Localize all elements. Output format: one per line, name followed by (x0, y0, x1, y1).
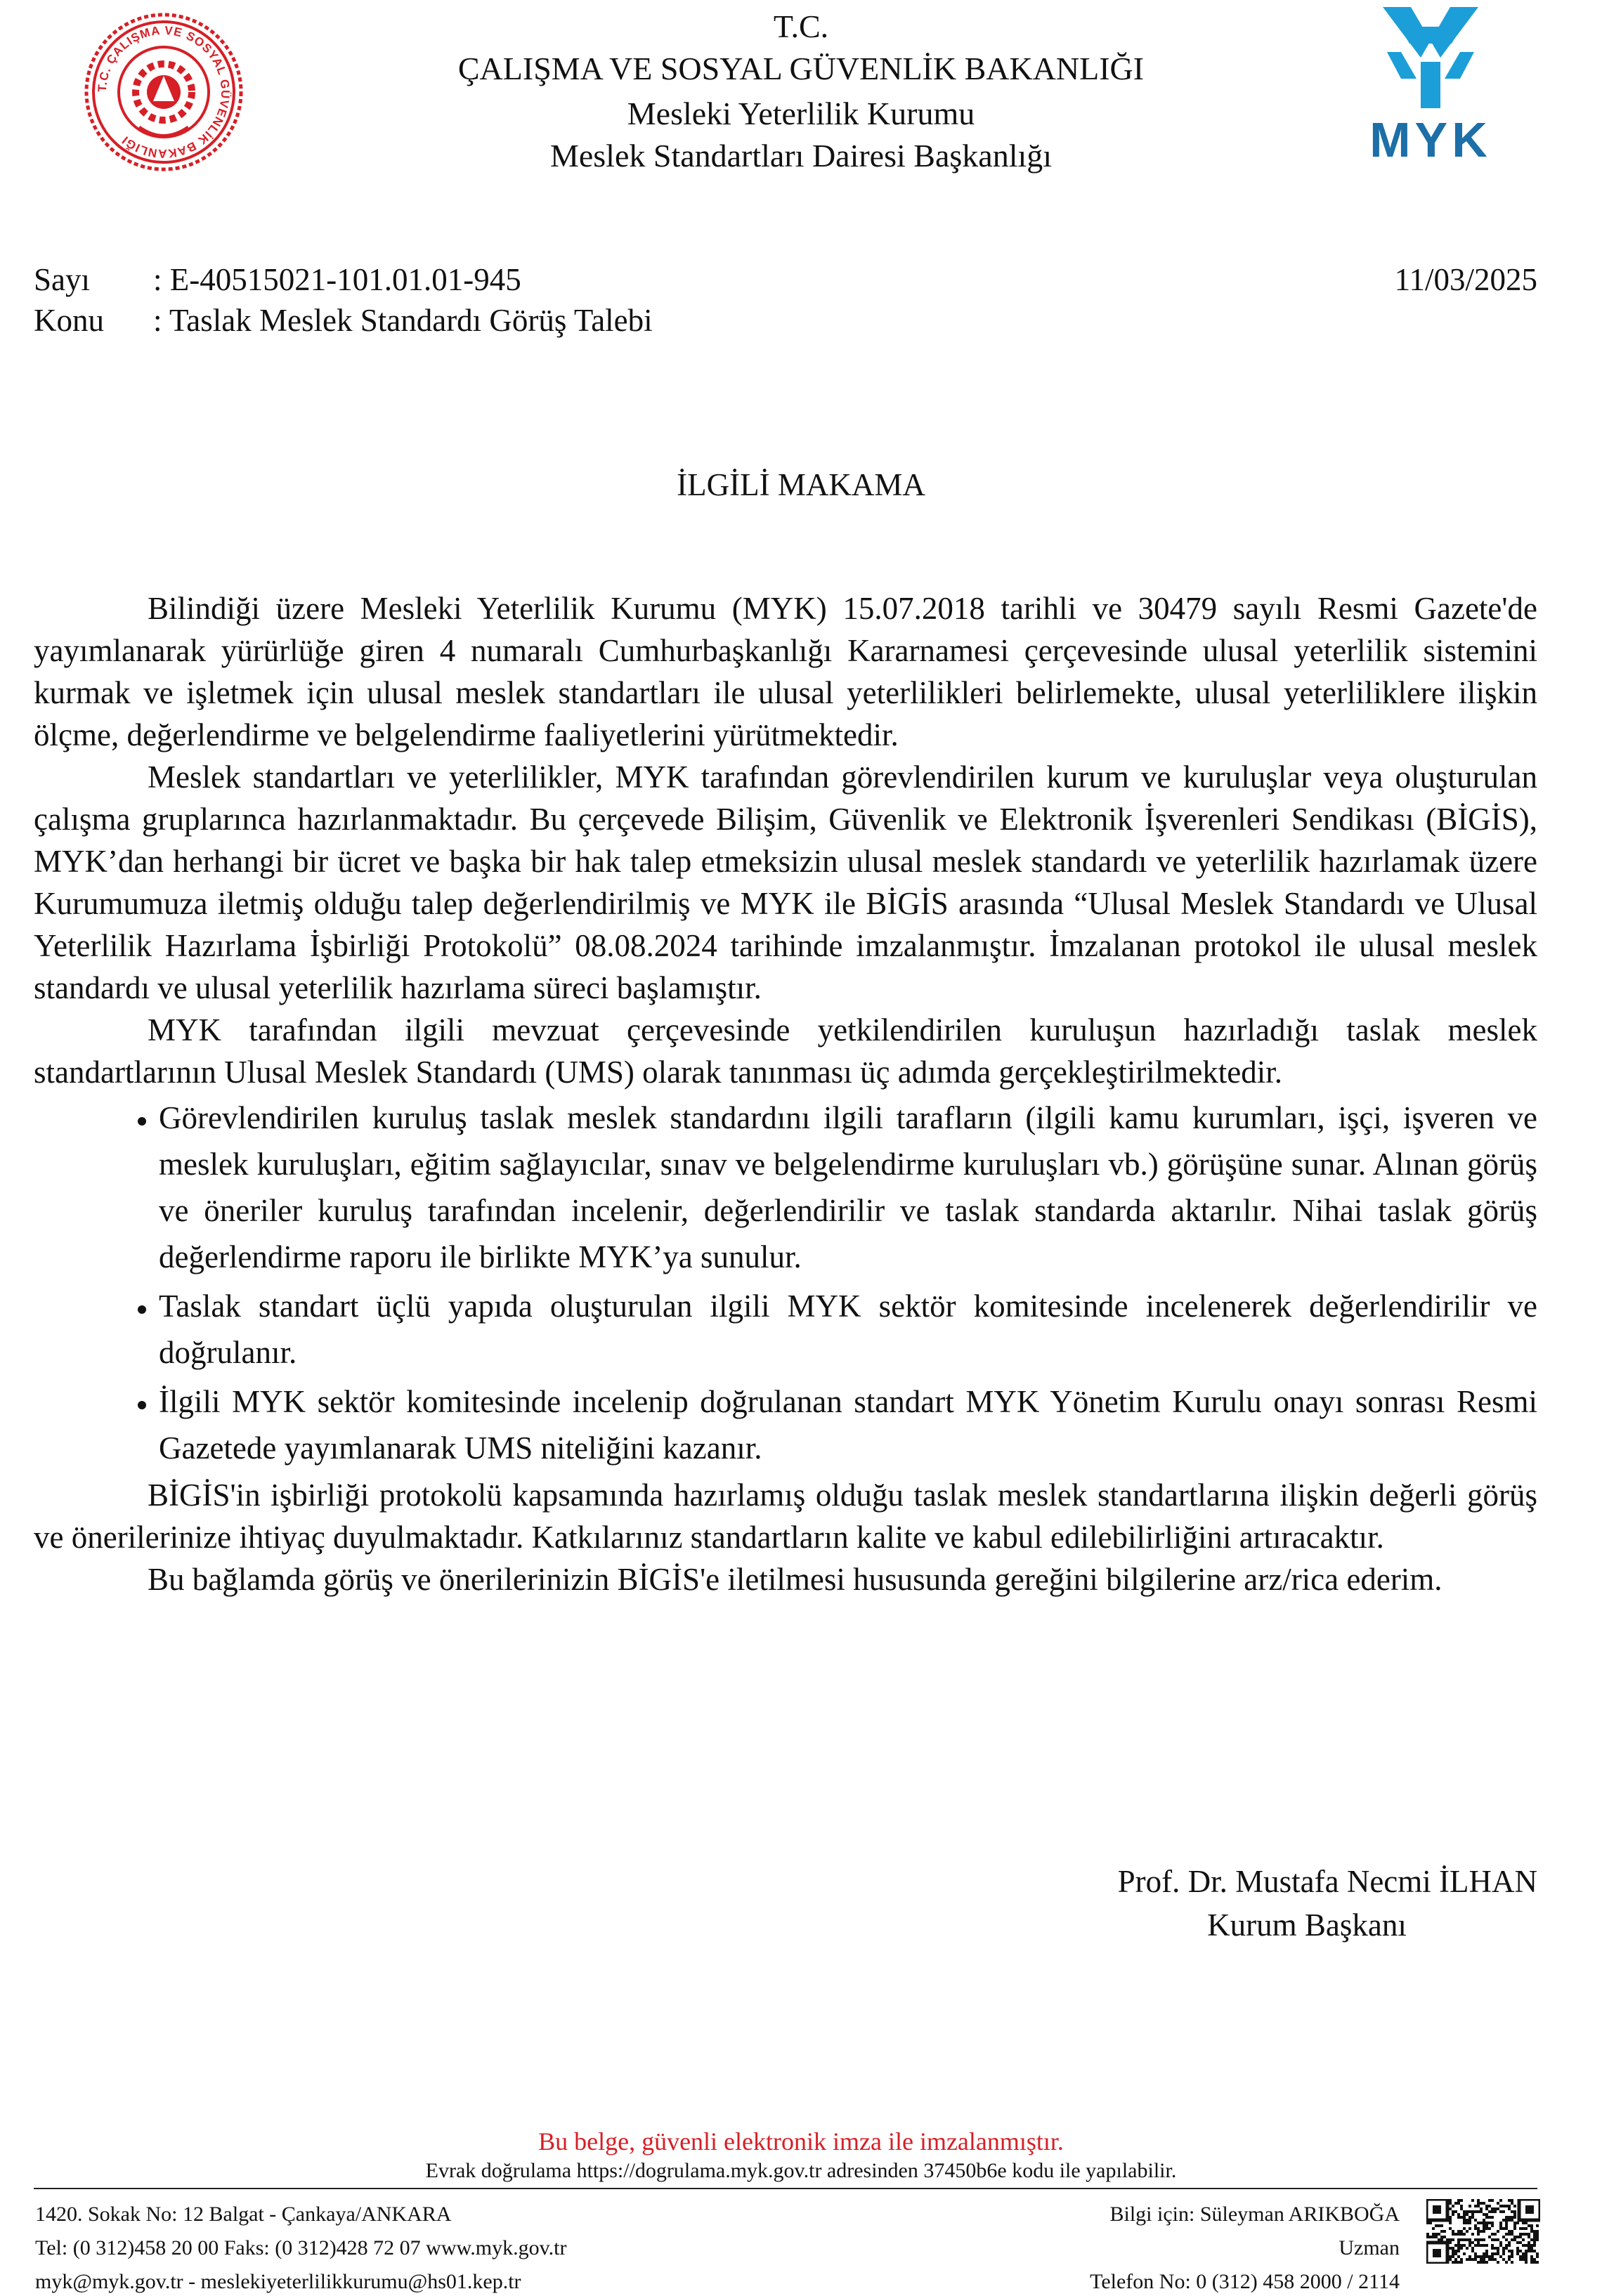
footer-contact-phone: Telefon No: 0 (312) 458 2000 / 2114 (1090, 2270, 1400, 2293)
footer-contact-person: Bilgi için: Süleyman ARIKBOĞA (1109, 2203, 1400, 2226)
body-paragraph-3: MYK tarafından ilgili mevzuat çerçevesinde yetkilendirilen kuruluşun hazırladığı taslak meslek standartlarının Ulusal Meslek Standardı (UMS) olarak tanınması üç adımda gerçekleştirilmektedir. (34, 1012, 1537, 1090)
letter-body (34, 587, 1537, 1600)
konu-label: Konu (34, 303, 104, 338)
konu-value: : Taslak Meslek Standardı Görüş Talebi (153, 303, 653, 338)
header-department: Meslek Standartları Dairesi Başkanlığı (549, 138, 1053, 174)
footer-address: 1420. Sokak No: 12 Balgat - Çankaya/ANKARA (35, 2203, 452, 2226)
myk-logo-text: MYK (1369, 112, 1492, 167)
footer-divider (34, 2188, 1537, 2189)
seal-text: T.C. ÇALIŞMA VE SOSYAL GÜVENLİK BAKANLIĞI (95, 23, 233, 161)
sayi-value: : E-40515021-101.01.01-945 (153, 262, 521, 297)
header-tc: T.C. (773, 8, 829, 44)
list-item: Görevlendirilen kuruluş taslak meslek standardını ilgili tarafların (ilgili kamu kurumları, işçi, işveren ve meslek kuruluşları, eğitim sağlayıcılar, sınav ve belgelendirme kuruluşları vb.) görüşüne sunar. Alınan görüş ve öneriler kuruluş tarafından incelenir, değerlendirilir ve taslak standarda aktarılır. Nihai taslak görüş değerlendirme raporu ile birlikte MYK’ya sunulur. (159, 1095, 1537, 1280)
steps-list (34, 1095, 1537, 1471)
body-paragraph-1: Bilindiği üzere Mesleki Yeterlilik Kurumu (MYK) 15.07.2018 tarihli ve 30479 sayılı Resmi Gazete'de yayımlanarak yürürlüğe giren 4 numaralı Cumhurbaşkanlığı Kararnamesi çerçevesinde ulusal yeterlilik sistemini kurmak ve işletmek için ulusal meslek standartları ile ulusal yeterlilikleri belirlemekte, ulusal yeterliliklere ilişkin ölçme, değerlendirme ve belgelendirme faaliyetlerini yürütmektedir. (34, 591, 1537, 752)
body-paragraph-2: Meslek standartları ve yeterlilikler, MYK tarafından görevlendirilen kurum ve kuruluşlar veya oluşturulan çalışma gruplarınca hazırlanmaktadır. Bu çerçevede Bilişim, Güvenlik ve Elektronik İşverenleri Sendikası (BİGİS), MYK’dan herhangi bir ücret ve başka bir hak talep etmeksizin ulusal meslek standardı ve yeterlilik hazırlamak üzere Kurumumuza iletmiş olduğu talep değerlendirilmiş ve MYK ile BİGİS arasında “Ulusal Meslek Standardı ve Ulusal Yeterlilik Hazırlama İşbirliği Protokolü” 08.08.2024 tarihinde imzalanmıştır. İmzalanan protokol ile ulusal meslek standardı ve ulusal yeterlilik hazırlama süreci başlamıştır. (34, 759, 1537, 1005)
myk-logo (1359, 1, 1502, 166)
recipient-heading: İLGİLİ MAKAMA (677, 467, 925, 502)
verification-notice: Evrak doğrulama https://dogrulama.myk.gov.tr adresinden 37450b6e kodu ile yapılabilir. (425, 2159, 1177, 2182)
body-paragraph-5: Bu bağlamda görüş ve önerilerinizin BİGİS'e iletilmesi hususunda gereğini bilgilerine arz/rica ederim. (148, 1562, 1443, 1597)
header-institution: Mesleki Yeterlilik Kurumu (627, 96, 975, 131)
konu-row (34, 301, 653, 340)
footer-contact-role: Uzman (1339, 2236, 1400, 2259)
list-item: İlgili MYK sektör komitesinde incelenip doğrulanan standart MYK Yönetim Kurulu onayı sonrası Resmi Gazetede yayımlanarak UMS niteliğini kazanır. (159, 1378, 1537, 1471)
footer-phone: Tel: (0 312)458 20 00 Faks: (0 312)428 72 07 www.myk.gov.tr (35, 2236, 567, 2259)
signatory-name: Prof. Dr. Mustafa Necmi İLHAN (1117, 1864, 1537, 1899)
signatory-title: Kurum Başkanı (1207, 1907, 1407, 1943)
qr-code-icon (1426, 2199, 1540, 2264)
e-signature-notice: Bu belge, güvenli elektronik imza ile imzalanmıştır. (538, 2127, 1064, 2155)
footer-email: myk@myk.gov.tr - meslekiyeterlilikkurumu@hs01.kep.tr (35, 2270, 521, 2293)
header-ministry: ÇALIŞMA VE SOSYAL GÜVENLİK BAKANLIĞI (457, 51, 1145, 86)
list-item: Taslak standart üçlü yapıda oluşturulan ilgili MYK sektör komitesinde incelenerek değerlendirilir ve doğrulanır. (159, 1283, 1537, 1376)
myk-logo-icon (1359, 1, 1502, 114)
body-paragraph-4: BİGİS'in işbirliği protokolü kapsamında hazırlamış olduğu taslak meslek standartlarına ilişkin değerli görüş ve önerilerinize ihtiyaç duyulmaktadır. Katkılarınız standartların kalite ve kabul edilebilirliğini artıracaktır. (34, 1478, 1537, 1555)
document-date: 11/03/2025 (1394, 262, 1537, 297)
sayi-row (34, 260, 521, 299)
sayi-label: Sayı (34, 262, 91, 297)
